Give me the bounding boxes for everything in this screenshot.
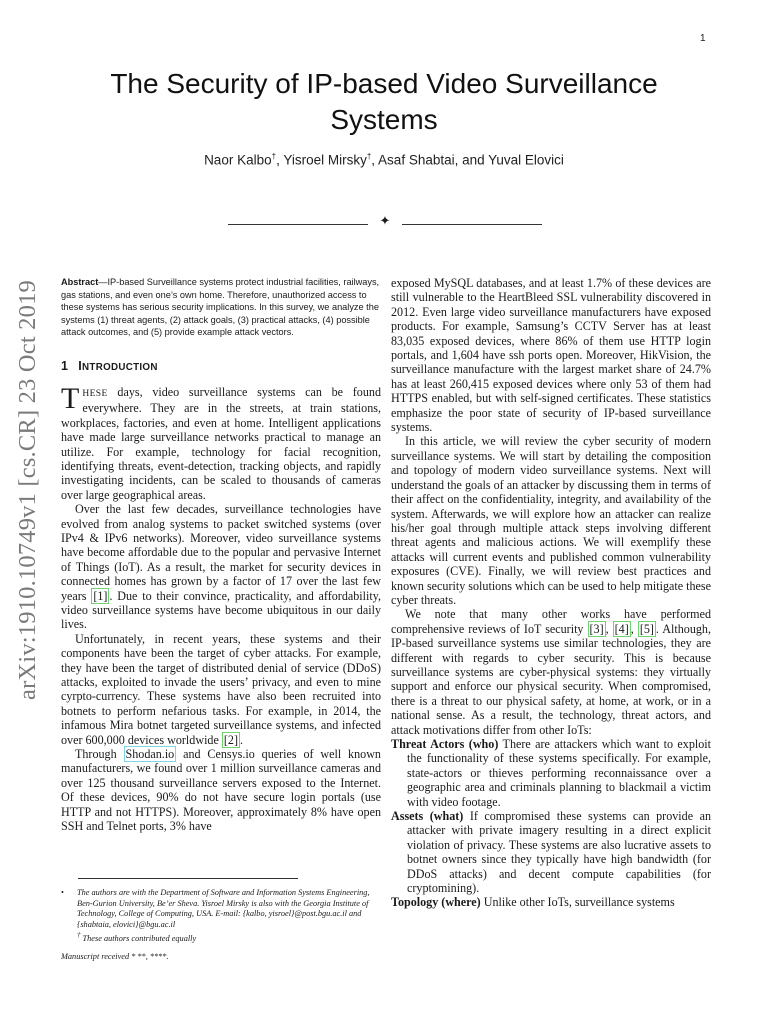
other-authors: , Asaf Shabtai, and Yuval Elovici <box>371 152 564 168</box>
section-heading <box>61 359 381 375</box>
footnote-rule <box>78 878 298 879</box>
paragraph-text: . <box>239 732 244 747</box>
bullet-icon: • <box>61 888 64 897</box>
paragraph-text: . Due to their convince, practicality, and affordability, video surveillance systems have become ubiquitous in our daily lives. <box>61 588 382 632</box>
section-number: 1 <box>61 358 69 373</box>
author-2: Yisroel Mirsky <box>283 152 367 168</box>
item-label: Assets (what) <box>391 809 464 824</box>
citation-link[interactable]: [4] <box>614 621 629 636</box>
title-line-1: The Security of IP-based Video Surveillance <box>110 68 658 99</box>
shodan-link[interactable]: Shodan.io <box>125 747 175 762</box>
title-line-2: Systems <box>330 104 438 135</box>
citation-link[interactable]: [3] <box>589 621 604 636</box>
citation-link[interactable]: [1] <box>93 588 108 603</box>
paragraph-text: and Censys.io queries of well known manufacturers, we found over 1 million surveillance cameras and over 125 thousand surveillance servers exposed to the Internet. Of these devices, 90% do not have secure login portals (use HTTP and not HTTPS). Moreover, approximately 8% have open SSH and Telnet ports, 3% have <box>61 747 381 834</box>
divider-line <box>402 224 542 225</box>
author-1: Naor Kalbo <box>204 152 272 168</box>
paragraph-text: Unfortunately, in recent years, these systems and their components have been the target of cyber attacks. For example, they have been the target of distributed denial of service (DDoS) attacks, exploited to invade the users’ privacy, and even to mine cyrpto-currency. These systems have also been recruited into botnets to perform nefarious tasks. For example, in 2014, the infamous Mira botnet targeted surveillance systems, and infected over 600,000 devices worldwide <box>61 631 381 747</box>
drop-cap: T <box>61 381 80 415</box>
equal-contribution-note <box>77 931 381 944</box>
paragraph-text: Over the last few decades, surveillance technologies have evolved from analog systems to packet switched systems (over IPv4 & IPv6 networks). Moreover, video surveillance systems have become affordable due to the popular and pervasive Internet of Things (IoT). As a result, the market for security devices in connected homes has grown by a factor of 17 over the last few years <box>61 502 381 603</box>
small-caps-word: HESE <box>82 388 108 399</box>
item-label: Threat Actors (who) <box>391 737 499 751</box>
paragraph <box>61 502 381 632</box>
citation-link[interactable]: [5] <box>639 621 654 636</box>
citation-link[interactable]: [2] <box>223 732 238 747</box>
dagger-mark: † <box>77 931 81 939</box>
section-title-rest: NTRODUCTION <box>82 361 158 373</box>
page-number: 1 <box>700 33 706 44</box>
abstract-text: —IP-based Surveillance systems protect industrial facilities, railways, gas stations, and even one’s own home. Therefore, unauthorized access to these systems has serious security implications. In this survey, we analyze the systems (1) threat agents, (2) attack goals, (3) practical attacks, (4) possible attack outcomes, and (5) provide example attack vectors. <box>61 277 380 337</box>
list-item <box>391 809 711 895</box>
affiliation-note: The authors are with the Department of Software and Information Systems Engineering, Ben-Gurion University, Be’er Sheva. Yisroel Mirsky is also with the Georgia Institute of Technology, College of Computing, USA. E-mail: {kalbo, yisroel}@post.bgu.ac.il and {shabtaia, elovici}@bgu.ac.il <box>77 888 370 930</box>
item-text: Unlike other IoTs, surveillance systems <box>480 895 675 910</box>
note-text: These authors contributed equally <box>80 933 197 943</box>
author-list: Naor Kalbo†, Yisroel Mirsky†, Asaf Shabtai, and Yuval Elovici <box>204 152 564 168</box>
paragraph-text: We note that many other works have performed comprehensive reviews of IoT security <box>391 607 711 636</box>
paper-title <box>60 66 708 138</box>
paragraph-text: . Although, IP-based surveillance systems use similar technologies, they are different with regards to cyber security. This is because surveillance systems are cyber-physical systems: they virtually support and enforce our physical security. When compromised, there is a threat to our physical safety, at home, at work, or in a national sense. As a result, the technology, threat actors, and attack motivations differ from other IoTs: <box>391 621 712 737</box>
abstract <box>61 276 381 339</box>
paragraph-text: Through <box>75 747 124 762</box>
paragraph <box>61 381 381 502</box>
footnote <box>61 888 381 944</box>
right-column <box>391 276 711 910</box>
divider-line <box>228 224 368 225</box>
arxiv-identifier: arXiv:1910.10749v1 [cs.CR] 23 Oct 2019 <box>14 280 41 700</box>
item-label: Topology (where) <box>391 895 481 910</box>
item-text: There are attackers which want to exploit the functionality of these systems specifically. For example, state-actors or thieves performing reconnaissance over a geographic area and criminals planning to blackmail a victim with video footage. <box>407 737 712 809</box>
dagger-mark: † <box>366 152 372 161</box>
left-column <box>61 276 381 834</box>
list-item <box>391 737 711 809</box>
title-divider <box>228 216 542 232</box>
paragraph: We note that many other works have performed comprehensive reviews of IoT security [3] , [4] , [5] . Although, IP-based surveillance systems use similar technologies, they are different with regards to cyber security. This is because surveillance systems are cyber-physical systems: they virtually support and enforce our physical security. When compromised, there is a threat to our physical safety, at home, at work, or in a national sense. As a result, the technology, threat actors, and attack motivations differ from other IoTs: <box>391 607 712 737</box>
paragraph <box>61 632 381 747</box>
paragraph: exposed MySQL databases, and at least 1.7% of these devices are still vulnerable to the HeartBleed SSL vulnerability discovered in 2012. Even large video surveillance manufacturers have exposed products. For example, Samsung’s CCTV Server has at least 83,035 exposed devices, where 86% of them use HTTP login portals, and 1,604 have ssh ports open. Moreover, HikVision, the surveillance manufacture with the largest market share of 24.7% has at least 260,415 exposed devices where only 53 of them had HTTPS enabled, but with self-signed certificates. These statistics emphasize the poor state of security of IP-based surveillance systems. <box>391 276 711 435</box>
paragraph: In this article, we will review the cyber security of modern surveillance systems. We will start by detailing the composition and topology of modern video surveillance systems. Next will understand the goals of an attacker by discussing them in terms of their affect on the confidentiality, integrity, and availability of the system. Afterwards, we will explore how an attacker can realize his/her goal through multiple attack steps involving different threat agents and malicious actions. We will exemplify these attacks will current events and published common vulnerability exposures (CVE). Finally, we will review best practices and known security solutions which can be used to help mitigate these cyber threats. <box>391 434 711 607</box>
list-item <box>391 895 711 909</box>
section-title-initial: I <box>78 358 83 373</box>
diamond-star-icon: ✦ <box>379 214 391 229</box>
abstract-label: Abstract <box>61 277 99 287</box>
dagger-mark: † <box>271 152 277 161</box>
item-text: If compromised these systems can provide an attacker with private imagery resulting in a direct explicit violation of privacy. These systems are also lucrative assets to botnet owners since they typically have high bandwidth (for DDoS attacks) and decent compute capabilities (for cryptomining). <box>407 809 711 896</box>
paragraph <box>61 747 381 833</box>
paragraph-text: days, video surveillance systems can be found everywhere. They are in the streets, at train stations, workplaces, factories, and even at home. Intelligent applications have made large surveillance networks practical to manage an utilize. For example, technology for facial recognition, identifying threats, event-detection, tracking objects, and rapidly investigating incidents, can be scaled to thousands of cameras over large geographical areas. <box>61 384 381 502</box>
manuscript-note: Manuscript received * **, ****. <box>61 952 169 961</box>
